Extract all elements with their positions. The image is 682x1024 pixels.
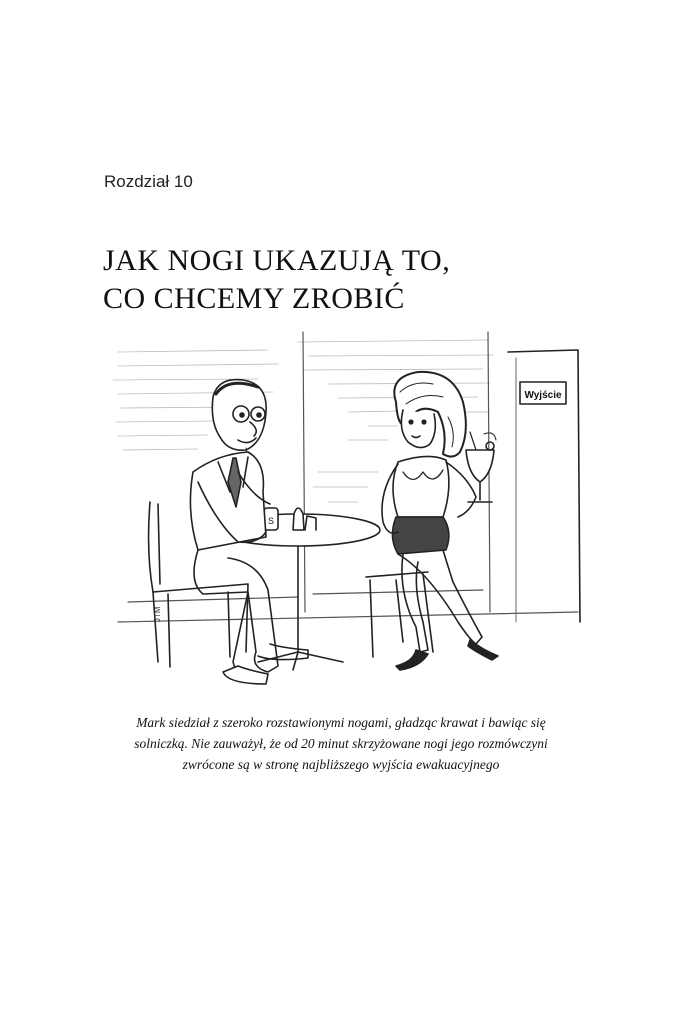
pepper-shaker (293, 508, 304, 530)
exit-door (508, 350, 580, 622)
illustration-caption (100, 712, 582, 775)
woman-legs (398, 550, 482, 644)
chapter-title (103, 242, 450, 318)
woman-figure (382, 372, 498, 670)
woman-shoe-back (396, 650, 428, 670)
exit-sign-text: Wyjście (524, 390, 562, 401)
napkin-holder (305, 516, 316, 530)
woman-torso (393, 456, 449, 517)
woman-shoe-front (468, 640, 498, 660)
woman-chair (366, 572, 433, 657)
chapter-title-line-2: CO CHCEMY ZROBIĆ (103, 282, 405, 315)
chapter-title-line-1: JAK NOGI UKAZUJĄ TO, (103, 244, 451, 277)
man-legs (194, 550, 278, 672)
caption-line-3: zwrócone są w stronę najbliższego wyjścia ewakuacyjnego (182, 757, 500, 772)
chapter-label: Rozdział 10 (104, 172, 193, 191)
salt-shaker-letter: S (267, 516, 275, 526)
caption-line-2: solniczką. Nie zauważył, że od 20 minut skrzyżowane nogi jego rozmówczyni (134, 736, 548, 751)
caption-line-1: Mark siedział z szeroko rozstawionymi nogami, gładząc krawat i bawiąc się (136, 715, 546, 730)
woman-face (401, 410, 435, 448)
woman-skirt (392, 517, 448, 554)
cafe-illustration (98, 322, 598, 702)
artist-signature: JTM (153, 606, 162, 622)
wall-panels (118, 332, 578, 622)
man-torso (190, 452, 266, 550)
cocktail-glass (466, 432, 496, 502)
